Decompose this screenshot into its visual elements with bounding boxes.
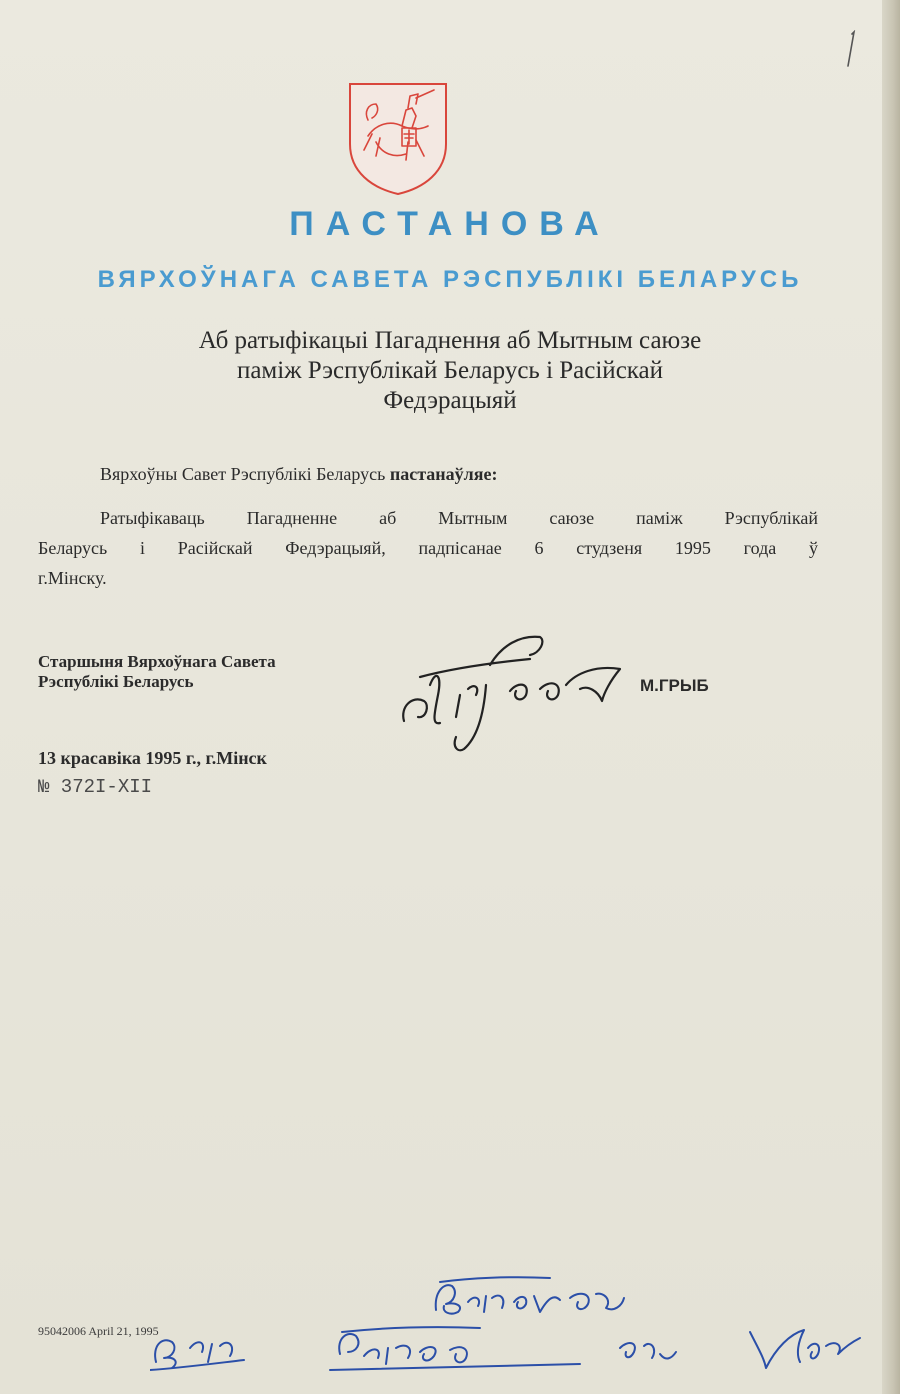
heading-line: Аб ратыфікацыі Пагаднення аб Мытным саюзе [198, 327, 702, 354]
registration-stamp-text: 95042006 April 21, 1995 [38, 1324, 159, 1338]
heading-line: паміж Рэспублікай Беларусь і Расійскай [236, 357, 664, 384]
signatory-position [38, 652, 276, 692]
resolution-intro [100, 464, 497, 485]
heading-line: Федэрацыяй [383, 387, 517, 414]
position-line: Рэспублікі Беларусь [38, 672, 194, 691]
handwritten-visa [430, 1272, 630, 1322]
handwritten-visas-row [150, 1318, 870, 1378]
adoption-date: 13 красавіка 1995 г., г.Мінск [38, 748, 267, 768]
intro-text: Вярхоўны Савет Рэспублікі Беларусь [100, 464, 390, 484]
resolution-heading [100, 326, 800, 416]
issuing-body: ВЯРХОЎНАГА САВЕТА РЭСПУБЛІКІ БЕЛАРУСЬ [97, 266, 803, 293]
body-line: Ратыфікаваць Пагадненне аб Мытным саюзе паміж Рэспублікай [100, 508, 818, 528]
intro-bold: пастанаўляе: [389, 464, 498, 484]
body-line: Беларусь і Расійскай Федэрацыяй, падпісанае 6 студзеня 1995 года ў [38, 538, 818, 558]
handwritten-page-number [838, 30, 862, 70]
resolution-body [38, 503, 818, 593]
body-line: г.Мінску. [38, 568, 107, 588]
coat-of-arms-emblem [346, 80, 450, 196]
handwritten-signature [390, 625, 640, 760]
document-title: ПАСТАНОВА [289, 205, 611, 243]
position-line: Старшыня Вярхоўнага Савета [38, 652, 276, 671]
signatory-name: М.ГРЫБ [640, 676, 709, 695]
document-number: № 372I-XII [38, 776, 153, 798]
